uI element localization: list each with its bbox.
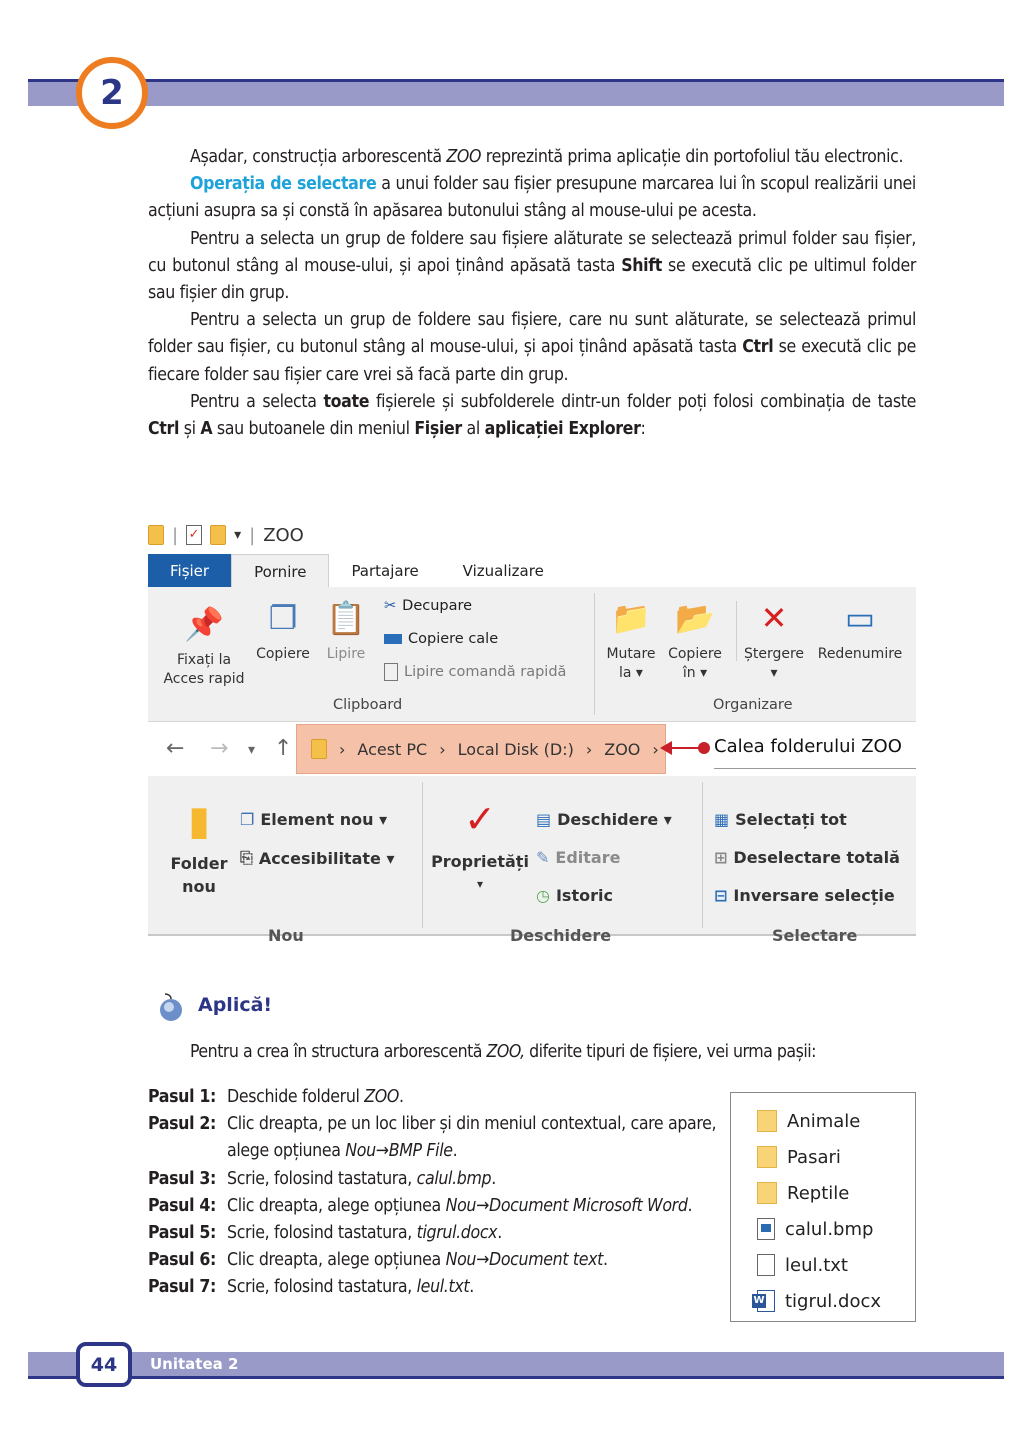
select-none-icon: ⊞ — [714, 848, 728, 867]
term-highlight: Operația de selectare — [190, 174, 377, 195]
divider — [702, 782, 703, 928]
edit-button[interactable]: ✎ Editare — [536, 848, 621, 867]
group-label-select: Selectare — [772, 926, 858, 945]
divider — [736, 601, 737, 661]
folder-icon — [148, 525, 164, 545]
list-item[interactable]: Pasari — [757, 1139, 915, 1175]
chevron-right-icon: › — [339, 739, 346, 759]
window-title: ZOO — [263, 524, 304, 546]
breadcrumb-this-pc[interactable]: Acest PC — [357, 739, 428, 759]
body-text — [148, 144, 916, 443]
ribbon-panel-home — [148, 587, 916, 722]
invert-selection-button[interactable]: ⊟ Inversare selecție — [714, 886, 895, 905]
chevron-right-icon: › — [652, 739, 659, 759]
folder-icon — [757, 1146, 777, 1168]
invert-selection-icon: ⊟ — [714, 886, 728, 905]
folder-icon — [757, 1110, 777, 1132]
ribbon-tabs — [148, 554, 916, 588]
recent-chevron-icon[interactable]: ▾ — [248, 742, 256, 758]
new-item-icon: ❐ — [240, 810, 255, 829]
list-item[interactable]: leul.txt — [757, 1247, 915, 1283]
copy-button[interactable]: ❐ Copiere — [252, 597, 314, 664]
copy-path-button[interactable]: Copiere cale — [384, 631, 498, 647]
group-label-organize: Organizare — [713, 697, 793, 713]
page-number: 44 — [76, 1342, 132, 1387]
edit-icon: ✎ — [536, 848, 550, 867]
ribbon-panel-new-open-select — [148, 776, 916, 945]
folder-icon — [311, 739, 327, 759]
chapter-number: 2 — [100, 73, 124, 113]
new-folder-button[interactable]: ▮ Folder nou — [166, 796, 232, 898]
back-arrow-icon[interactable]: ← — [166, 736, 185, 761]
paste-button[interactable]: 📋 Lipire — [320, 597, 372, 664]
tab-view[interactable]: Vizualizare — [462, 562, 544, 580]
explorer-ribbon-screenshot — [148, 518, 916, 945]
tab-share[interactable]: Partajare — [351, 562, 419, 580]
paragraph-2: Operația de selectare a unui folder sau fișier presupune marcarea lui în scopul realizării unei acțiuni asupra sa și constă în apăsarea butonului stâng al mouse-ului pe acesta. — [148, 174, 916, 222]
select-all-icon: ▦ — [714, 810, 730, 829]
paste-shortcut-button[interactable]: Lipire comandă rapidă — [384, 663, 566, 681]
steps-list — [148, 1084, 718, 1302]
divider — [422, 782, 423, 928]
new-item-button[interactable]: ❐ Element nou ▾ — [240, 810, 388, 829]
delete-button[interactable]: ✕ Ștergere ▾ — [743, 599, 805, 681]
properties-icon: ✓ — [464, 797, 496, 841]
group-label-open: Deschidere — [510, 926, 612, 945]
tab-file[interactable]: Fișier — [148, 554, 231, 588]
up-arrow-icon[interactable]: ↑ — [274, 736, 293, 761]
pin-quick-access-button[interactable]: 📌 Fixați la Acces rapid — [156, 603, 252, 689]
apply-title: Aplică! — [198, 994, 273, 1016]
paragraph-5: Pentru a selecta toate fișierele și subfolderele dintr-un folder poți folosi combinația de taste Ctrl și A sau butoanele din meniul Fișier al aplicației Explorer: — [148, 391, 916, 440]
new-folder-icon[interactable] — [210, 525, 226, 545]
properties-button[interactable]: ✓ Proprietăți ▾ — [430, 794, 530, 896]
open-icon: ▤ — [536, 810, 552, 829]
clipboard-icon: 📋 — [326, 599, 366, 637]
list-item[interactable]: Reptile — [757, 1175, 915, 1211]
move-to-button[interactable]: 📁 Mutare la ▾ — [600, 597, 662, 683]
tab-home[interactable]: Pornire — [231, 554, 329, 588]
shortcut-icon — [384, 663, 398, 681]
history-icon: ◷ — [536, 886, 550, 905]
rename-button[interactable]: ▭ Redenumire — [812, 597, 908, 664]
divider — [594, 593, 595, 715]
text-file-icon — [757, 1254, 775, 1276]
breadcrumb-local-disk[interactable]: Local Disk (D:) — [457, 739, 574, 759]
mouse-icon — [158, 992, 184, 1022]
copy-icon: ❐ — [268, 599, 298, 637]
easy-access-button[interactable]: ⎘ Accesibilitate ▾ — [240, 848, 395, 868]
scissors-icon: ✂ — [384, 598, 397, 614]
list-item: Pasul 4: Clic dreapta, alege opțiunea Nou→Document Microsoft Word. — [148, 1195, 693, 1216]
bitmap-file-icon — [757, 1218, 775, 1240]
list-item: Pasul 2: Clic dreapta, pe un loc liber și din meniul contextual, care apare, alege opțiunea Nou→BMP File. — [148, 1114, 717, 1162]
select-all-button[interactable]: ▦ Selectați tot — [714, 810, 847, 829]
folder-icon — [757, 1182, 777, 1204]
group-label-new: Nou — [268, 926, 304, 945]
delete-icon: ✕ — [760, 599, 788, 637]
move-to-icon: 📁 — [611, 599, 651, 637]
paragraph-1: Așadar, construcția arborescentă ZOO reprezintă prima aplicație din portofoliul tău electronic. — [190, 147, 904, 167]
chevron-down-icon[interactable]: ▾ — [234, 527, 242, 543]
copy-to-button[interactable]: 📂 Copiere în ▾ — [664, 597, 726, 683]
cut-button[interactable]: ✂ Decupare — [384, 598, 473, 614]
path-icon — [384, 634, 402, 644]
address-bar-row — [148, 724, 916, 774]
paragraph-3: Pentru a selecta un grup de foldere sau fișiere alăturate se selectează primul folder sau fișier, cu butonul stâng al mouse-ului, și apoi ținând apăsată tasta Shift se execută clic pe ultimul folder sau fișier din grup. — [148, 228, 916, 304]
chapter-badge — [76, 57, 148, 129]
copy-to-icon: 📂 — [675, 599, 715, 637]
breadcrumb-zoo[interactable]: ZOO — [604, 739, 641, 759]
select-none-button[interactable]: ⊞ Deselectare totală — [714, 848, 900, 867]
chevron-right-icon: › — [439, 739, 446, 759]
callout-dot — [698, 742, 710, 754]
folder-icon: ▮ — [187, 798, 210, 844]
separator: | — [249, 524, 256, 546]
divider — [714, 768, 916, 769]
header-band — [28, 79, 1004, 106]
list-item: Pasul 7: Scrie, folosind tastatura, leul.txt. — [148, 1277, 474, 1298]
pin-icon: 📌 — [184, 605, 224, 643]
unit-label: Unitatea 2 — [150, 1355, 239, 1373]
address-bar-highlight[interactable] — [296, 724, 666, 774]
paragraph-4: Pentru a selecta un grup de foldere sau fișiere, care nu sunt alăturate, se selectează primul folder sau fișier, cu butonul stâng al mouse-ului, și apoi ținând apăsată tasta Ctrl se execută clic pe fiecare folder sau fișier care vrei să facă parte din grup. — [148, 310, 916, 385]
rename-icon: ▭ — [844, 599, 876, 637]
file-list-box — [730, 1092, 916, 1322]
quick-access-toolbar — [148, 518, 304, 552]
group-label-clipboard: Clipboard — [333, 697, 403, 713]
properties-icon[interactable]: ✓ — [186, 525, 202, 545]
address-callout-text: Calea folderului ZOO — [714, 736, 902, 757]
list-item[interactable]: Animale — [757, 1103, 915, 1139]
history-button[interactable]: ◷ Istoric — [536, 886, 613, 905]
list-item[interactable]: W tigrul.docx — [757, 1283, 915, 1319]
list-item: Pasul 1: Deschide folderul ZOO. — [148, 1087, 404, 1107]
easy-access-icon: ⎘ — [240, 848, 253, 867]
list-item[interactable]: calul.bmp — [757, 1211, 915, 1247]
list-item: Pasul 6: Clic dreapta, alege opțiunea Nou→Document text. — [148, 1250, 608, 1271]
list-item: Pasul 5: Scrie, folosind tastatura, tigrul.docx. — [148, 1223, 502, 1244]
list-item: Pasul 3: Scrie, folosind tastatura, calul.bmp. — [148, 1168, 496, 1189]
open-button[interactable]: ▤ Deschidere ▾ — [536, 810, 672, 829]
separator: | — [172, 524, 179, 546]
chevron-right-icon: › — [585, 739, 593, 759]
forward-arrow-icon[interactable]: → — [210, 736, 229, 761]
apply-intro: Pentru a crea în structura arborescentă ZOO, diferite tipuri de fișiere, vei urma pașii: — [190, 1042, 816, 1062]
word-file-icon — [757, 1290, 775, 1312]
